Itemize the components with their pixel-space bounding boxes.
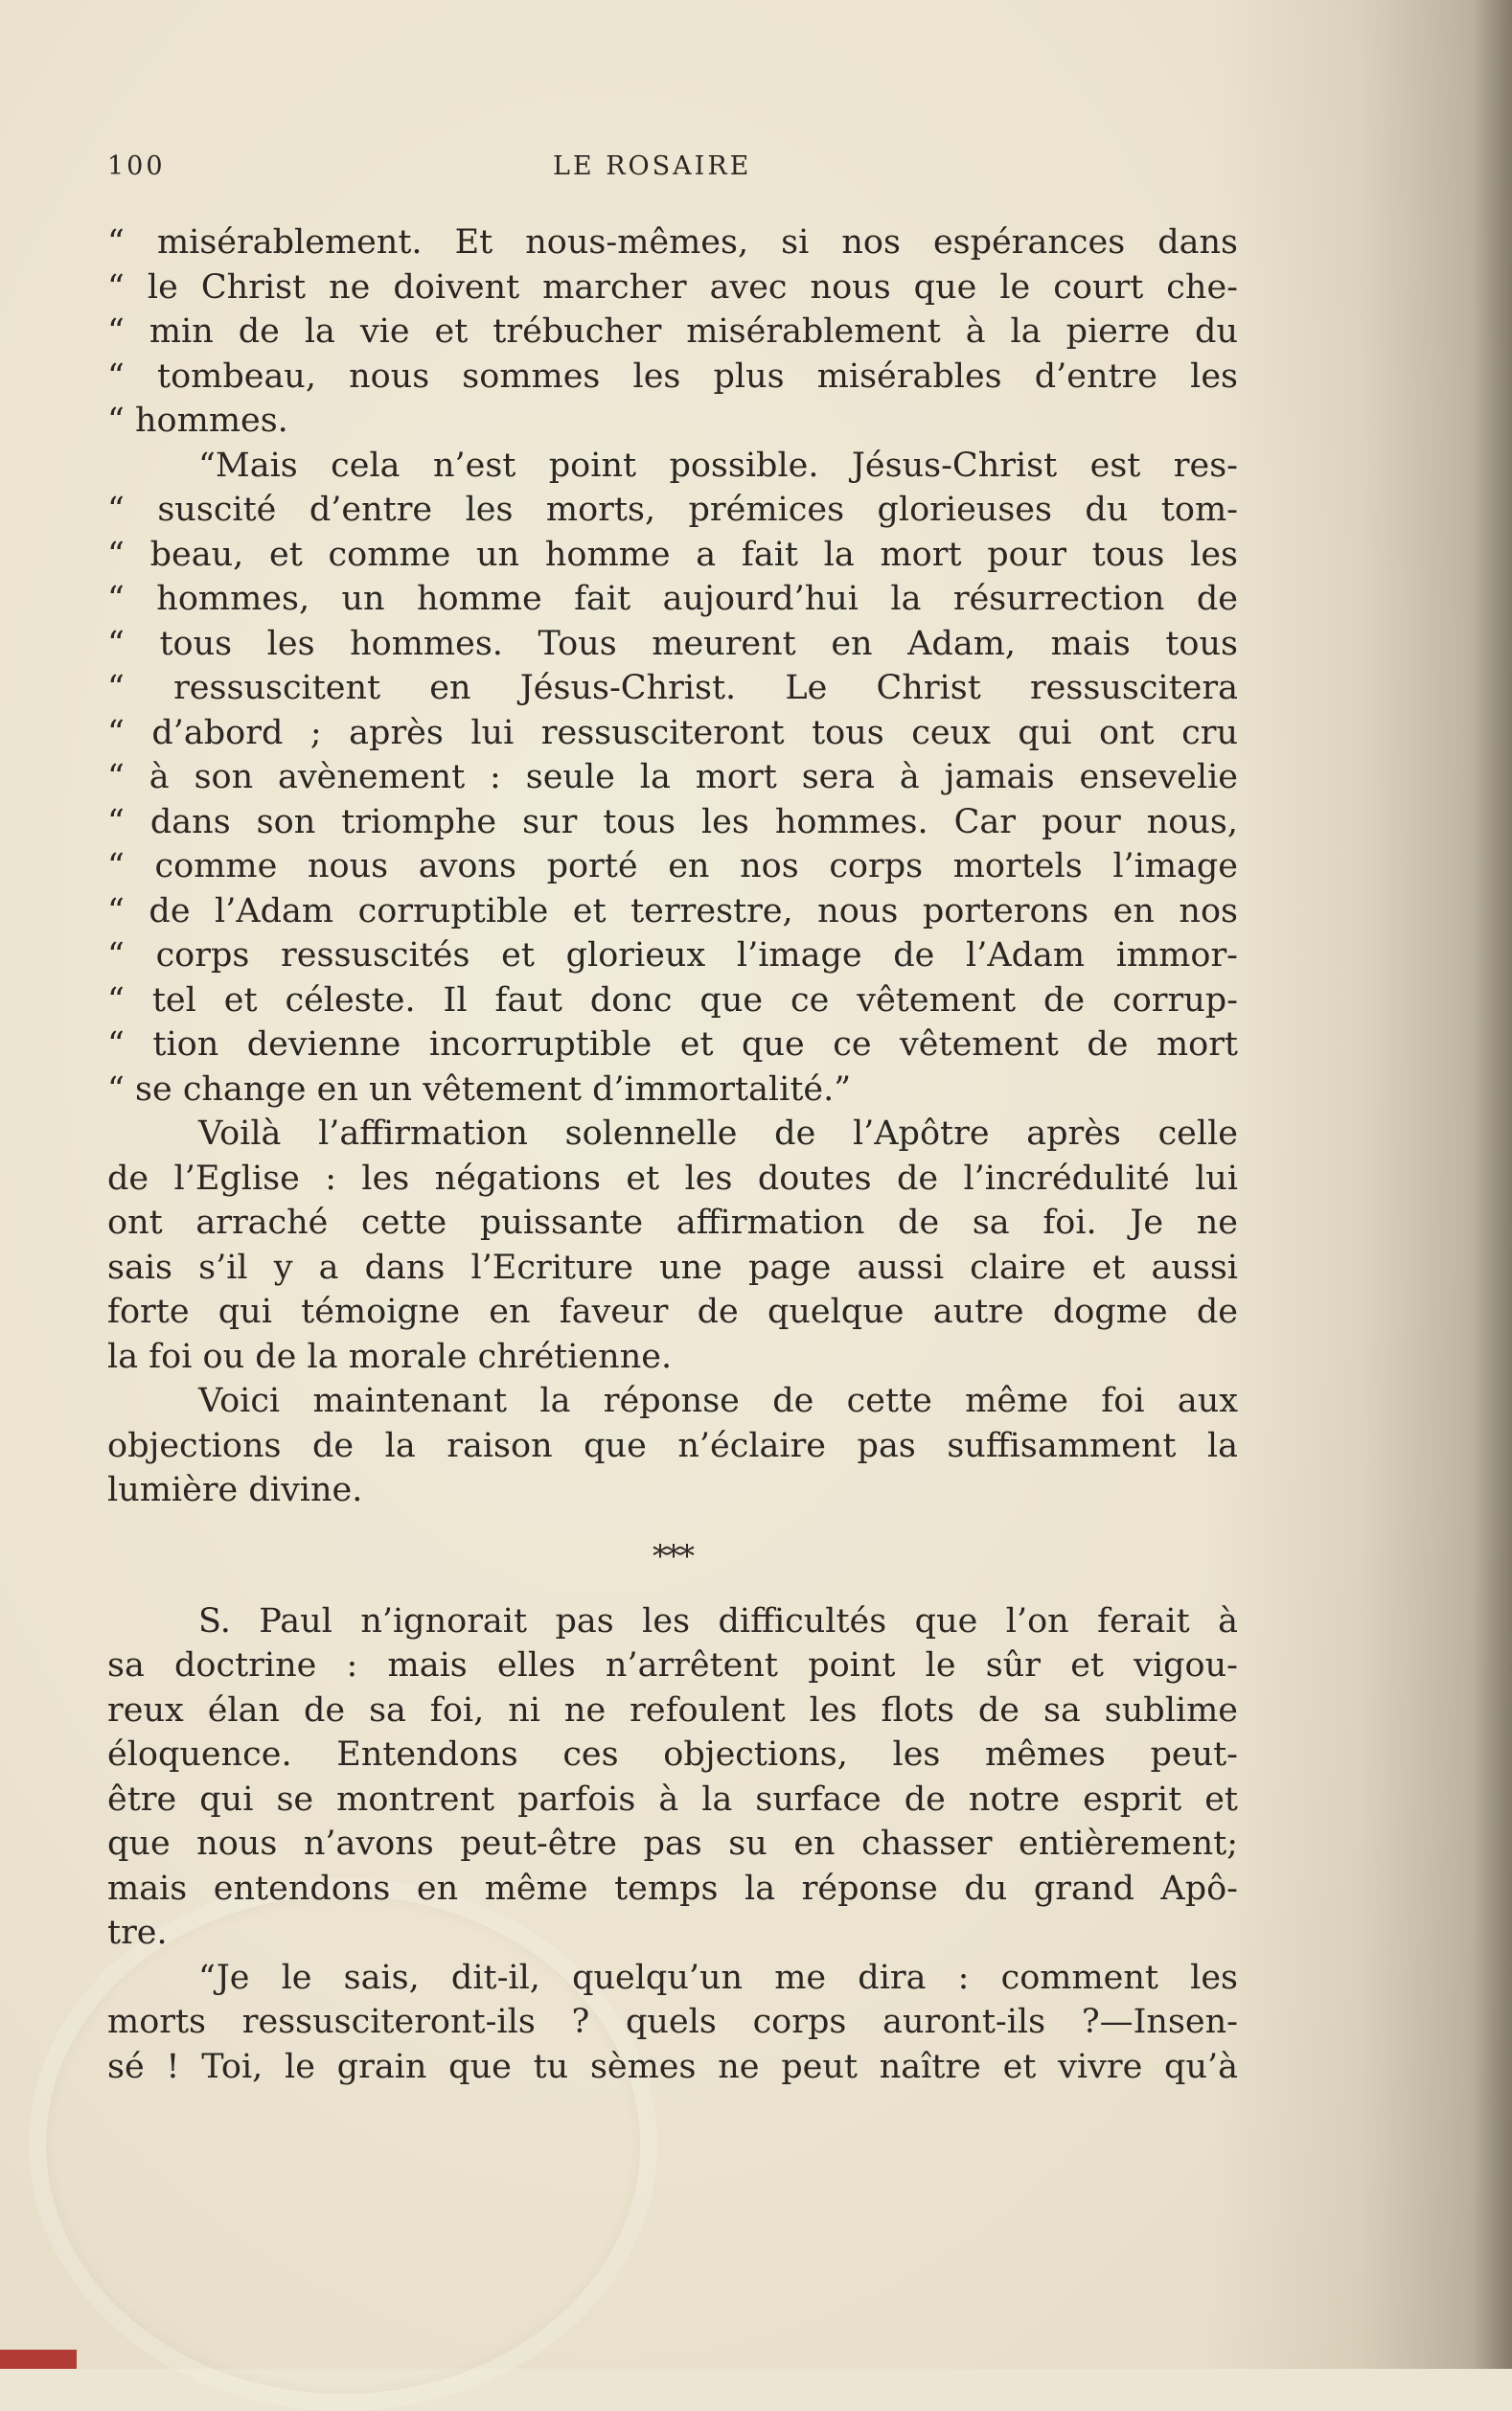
text-line: “ se change en un vêtement d’immortalité.”: [107, 1069, 852, 1109]
text-line: “ tous les hommes. Tous meurent en Adam, mais tous: [107, 624, 1238, 663]
running-head: LE ROSAIRE: [553, 151, 752, 181]
text-line: “ hommes, un homme fait aujourd’hui la résurrection de: [107, 580, 1238, 618]
text-line: mais entendons en même temps la réponse du grand Apô-: [107, 1869, 1238, 1908]
text-line: “ tel et céleste. Il faut donc que ce vêtement de corrup-: [107, 980, 1238, 1020]
text-line: “ tion devienne incorruptible et que ce vêtement de mort: [107, 1025, 1238, 1064]
text-line: Voilà l’affirmation solennelle de l’Apôtre après celle: [198, 1114, 1238, 1153]
text-line: “ misérablement. Et nous-mêmes, si nos espérances dans: [107, 223, 1238, 262]
section-separator: ***: [653, 1537, 693, 1574]
text-line: morts ressusciteront-ils ? quels corps auront-ils ?—Insen-: [107, 2003, 1238, 2041]
text-line: ont arraché cette puissante affirmation de sa foi. Je ne: [107, 1204, 1238, 1242]
text-line: tre.: [107, 1914, 168, 1952]
text-line: lumière divine.: [107, 1471, 363, 1509]
text-line: “Mais cela n’est point possible. Jésus-Christ est res-: [198, 446, 1238, 485]
text-line: “ hommes.: [107, 402, 288, 440]
text-line: forte qui témoigne en faveur de quelque autre dogme de: [107, 1293, 1238, 1331]
text-line: objections de la raison que n’éclaire pas suffisamment la: [107, 1426, 1238, 1465]
text-line: “ ressuscitent en Jésus-Christ. Le Christ ressuscitera: [107, 669, 1238, 707]
text-line: “ comme nous avons porté en nos corps mortels l’image: [107, 847, 1238, 885]
page-header: [107, 151, 1238, 190]
text-line: “ tombeau, nous sommes les plus misérables d’entre les: [107, 356, 1238, 396]
page-number: 100: [107, 151, 166, 181]
text-line: “ d’abord ; après lui ressusciteront tous ceux qui ont cru: [107, 713, 1238, 752]
text-line: la foi ou de la morale chrétienne.: [107, 1337, 673, 1376]
text-line: “ min de la vie et trébucher misérablement à la pierre du: [107, 312, 1238, 351]
text-line: “ beau, et comme un homme a fait la mort pour tous les: [107, 535, 1238, 574]
text-line: “ suscité d’entre les morts, prémices glorieuses du tom-: [107, 491, 1238, 529]
text-line: sé ! Toi, le grain que tu sèmes ne peut naître et vivre qu’à: [107, 2047, 1238, 2086]
page-edge-mark: [0, 2350, 77, 2369]
text-line: sa doctrine : mais elles n’arrêtent point le sûr et vigou-: [107, 1646, 1238, 1685]
text-line: Voici maintenant la réponse de cette même foi aux: [198, 1382, 1238, 1420]
text-line: être qui se montrent parfois à la surface de notre esprit et: [107, 1780, 1238, 1819]
text-line: reux élan de sa foi, ni ne refoulent les flots de sa sublime: [107, 1690, 1238, 1730]
page-gutter-shadow: [1474, 0, 1512, 2369]
body-text: [107, 220, 1238, 2089]
text-line: “Je le sais, dit-il, quelqu’un me dira : comment les: [198, 1958, 1238, 1997]
text-line: éloquence. Entendons ces objections, les mêmes peut-: [107, 1735, 1238, 1774]
text-line: sais s’il y a dans l’Ecriture une page aussi claire et aussi: [107, 1248, 1238, 1287]
text-line: “ dans son triomphe sur tous les hommes. Car pour nous,: [107, 802, 1238, 841]
text-line: “ le Christ ne doivent marcher avec nous que le court che-: [107, 267, 1238, 307]
text-line: “ de l’Adam corruptible et terrestre, nous porterons en nos: [107, 891, 1238, 930]
text-line: de l’Eglise : les négations et les doutes de l’incrédulité lui: [107, 1159, 1238, 1198]
text-line: “ corps ressuscités et glorieux l’image de l’Adam immor-: [107, 936, 1238, 975]
text-line: que nous n’avons peut-être pas su en chasser entièrement;: [107, 1825, 1238, 1863]
text-line: S. Paul n’ignorait pas les difficultés que l’on ferait à: [198, 1601, 1238, 1641]
text-line: “ à son avènement : seule la mort sera à jamais ensevelie: [107, 758, 1238, 796]
